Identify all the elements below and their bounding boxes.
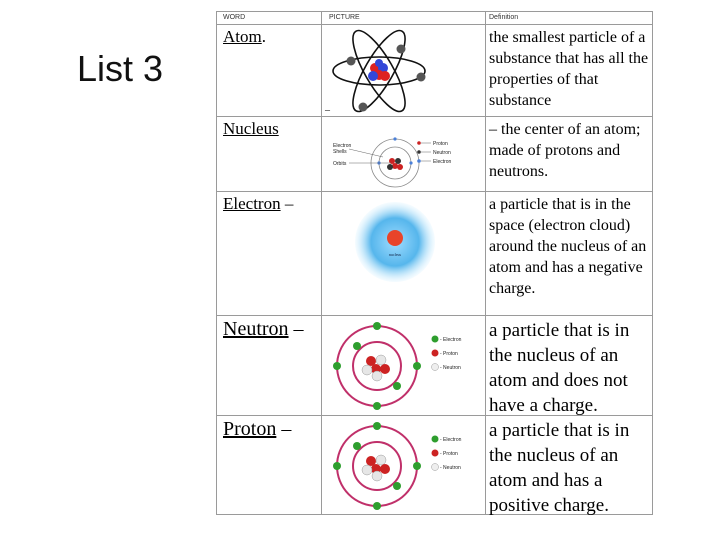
nucleus-picture: [321, 117, 485, 192]
definition-neutron: a particle that is in the nucleus of an atom and does not have a charge.: [489, 320, 630, 416]
atom-model-icon: [321, 25, 485, 117]
table-row-proton: [217, 415, 652, 515]
definition-atom: the smallest particle of a substance that has all the properties of that substance: [489, 29, 649, 109]
word-cell: Neutron –: [223, 318, 304, 340]
table-row-atom: [217, 24, 652, 116]
label-electron-shells: Electron: [333, 143, 352, 149]
word-term: Nucleus: [223, 119, 279, 138]
electron-picture: [321, 192, 485, 316]
legend-neutron: - Neutron: [440, 365, 461, 371]
svg-text:Shells: Shells: [333, 149, 347, 155]
word-cell: Proton –: [223, 418, 292, 440]
legend-neutron: - Neutron: [440, 465, 461, 471]
word-cell: [223, 119, 279, 139]
legend-electron: - Electron: [440, 437, 462, 443]
word-term: Neutron: [223, 318, 289, 340]
header-definition: Definition: [489, 14, 519, 21]
table-row-neutron: [217, 315, 652, 415]
atom-picture: [321, 25, 485, 117]
atom-shell-diagram-icon: [321, 316, 485, 416]
word-term: Atom: [223, 27, 262, 46]
legend-proton: - Proton: [440, 351, 458, 357]
svg-text:Electron: Electron: [433, 159, 452, 165]
electron-cloud-icon: [321, 192, 485, 316]
slide-title: List 3: [77, 48, 164, 89]
vocabulary-table: [216, 11, 653, 515]
header-word: WORD: [223, 14, 246, 21]
svg-text:Proton: Proton: [433, 141, 448, 147]
svg-text:Neutron: Neutron: [433, 150, 451, 156]
word-cell: Electron –: [223, 194, 294, 213]
definition-proton: a particle that is in the nucleus of an atom and has a positive charge.: [489, 420, 630, 516]
label-orbits: Orbits: [333, 161, 347, 167]
picture-mark: –: [325, 105, 330, 116]
neutron-picture: [321, 316, 485, 416]
nucleus-caption: nucleus: [388, 252, 402, 257]
legend-electron: - Electron: [440, 337, 462, 343]
table-row-electron: [217, 191, 652, 315]
nucleus-diagram-icon: [321, 117, 485, 192]
legend-proton: - Proton: [440, 451, 458, 457]
word-cell: Atom.: [223, 27, 266, 46]
definition-nucleus: – the center of an atom; made of protons and neutrons.: [489, 121, 641, 180]
atom-shell-diagram-icon: [321, 416, 485, 516]
definition-electron: a particle that is in the space (electron cloud) around the nucleus of an atom and has a negative charge.: [489, 196, 647, 297]
word-term: Proton: [223, 418, 277, 440]
table-row-nucleus: [217, 116, 652, 191]
header-picture: PICTURE: [329, 14, 360, 21]
proton-picture: [321, 416, 485, 516]
word-term: Electron: [223, 194, 281, 213]
